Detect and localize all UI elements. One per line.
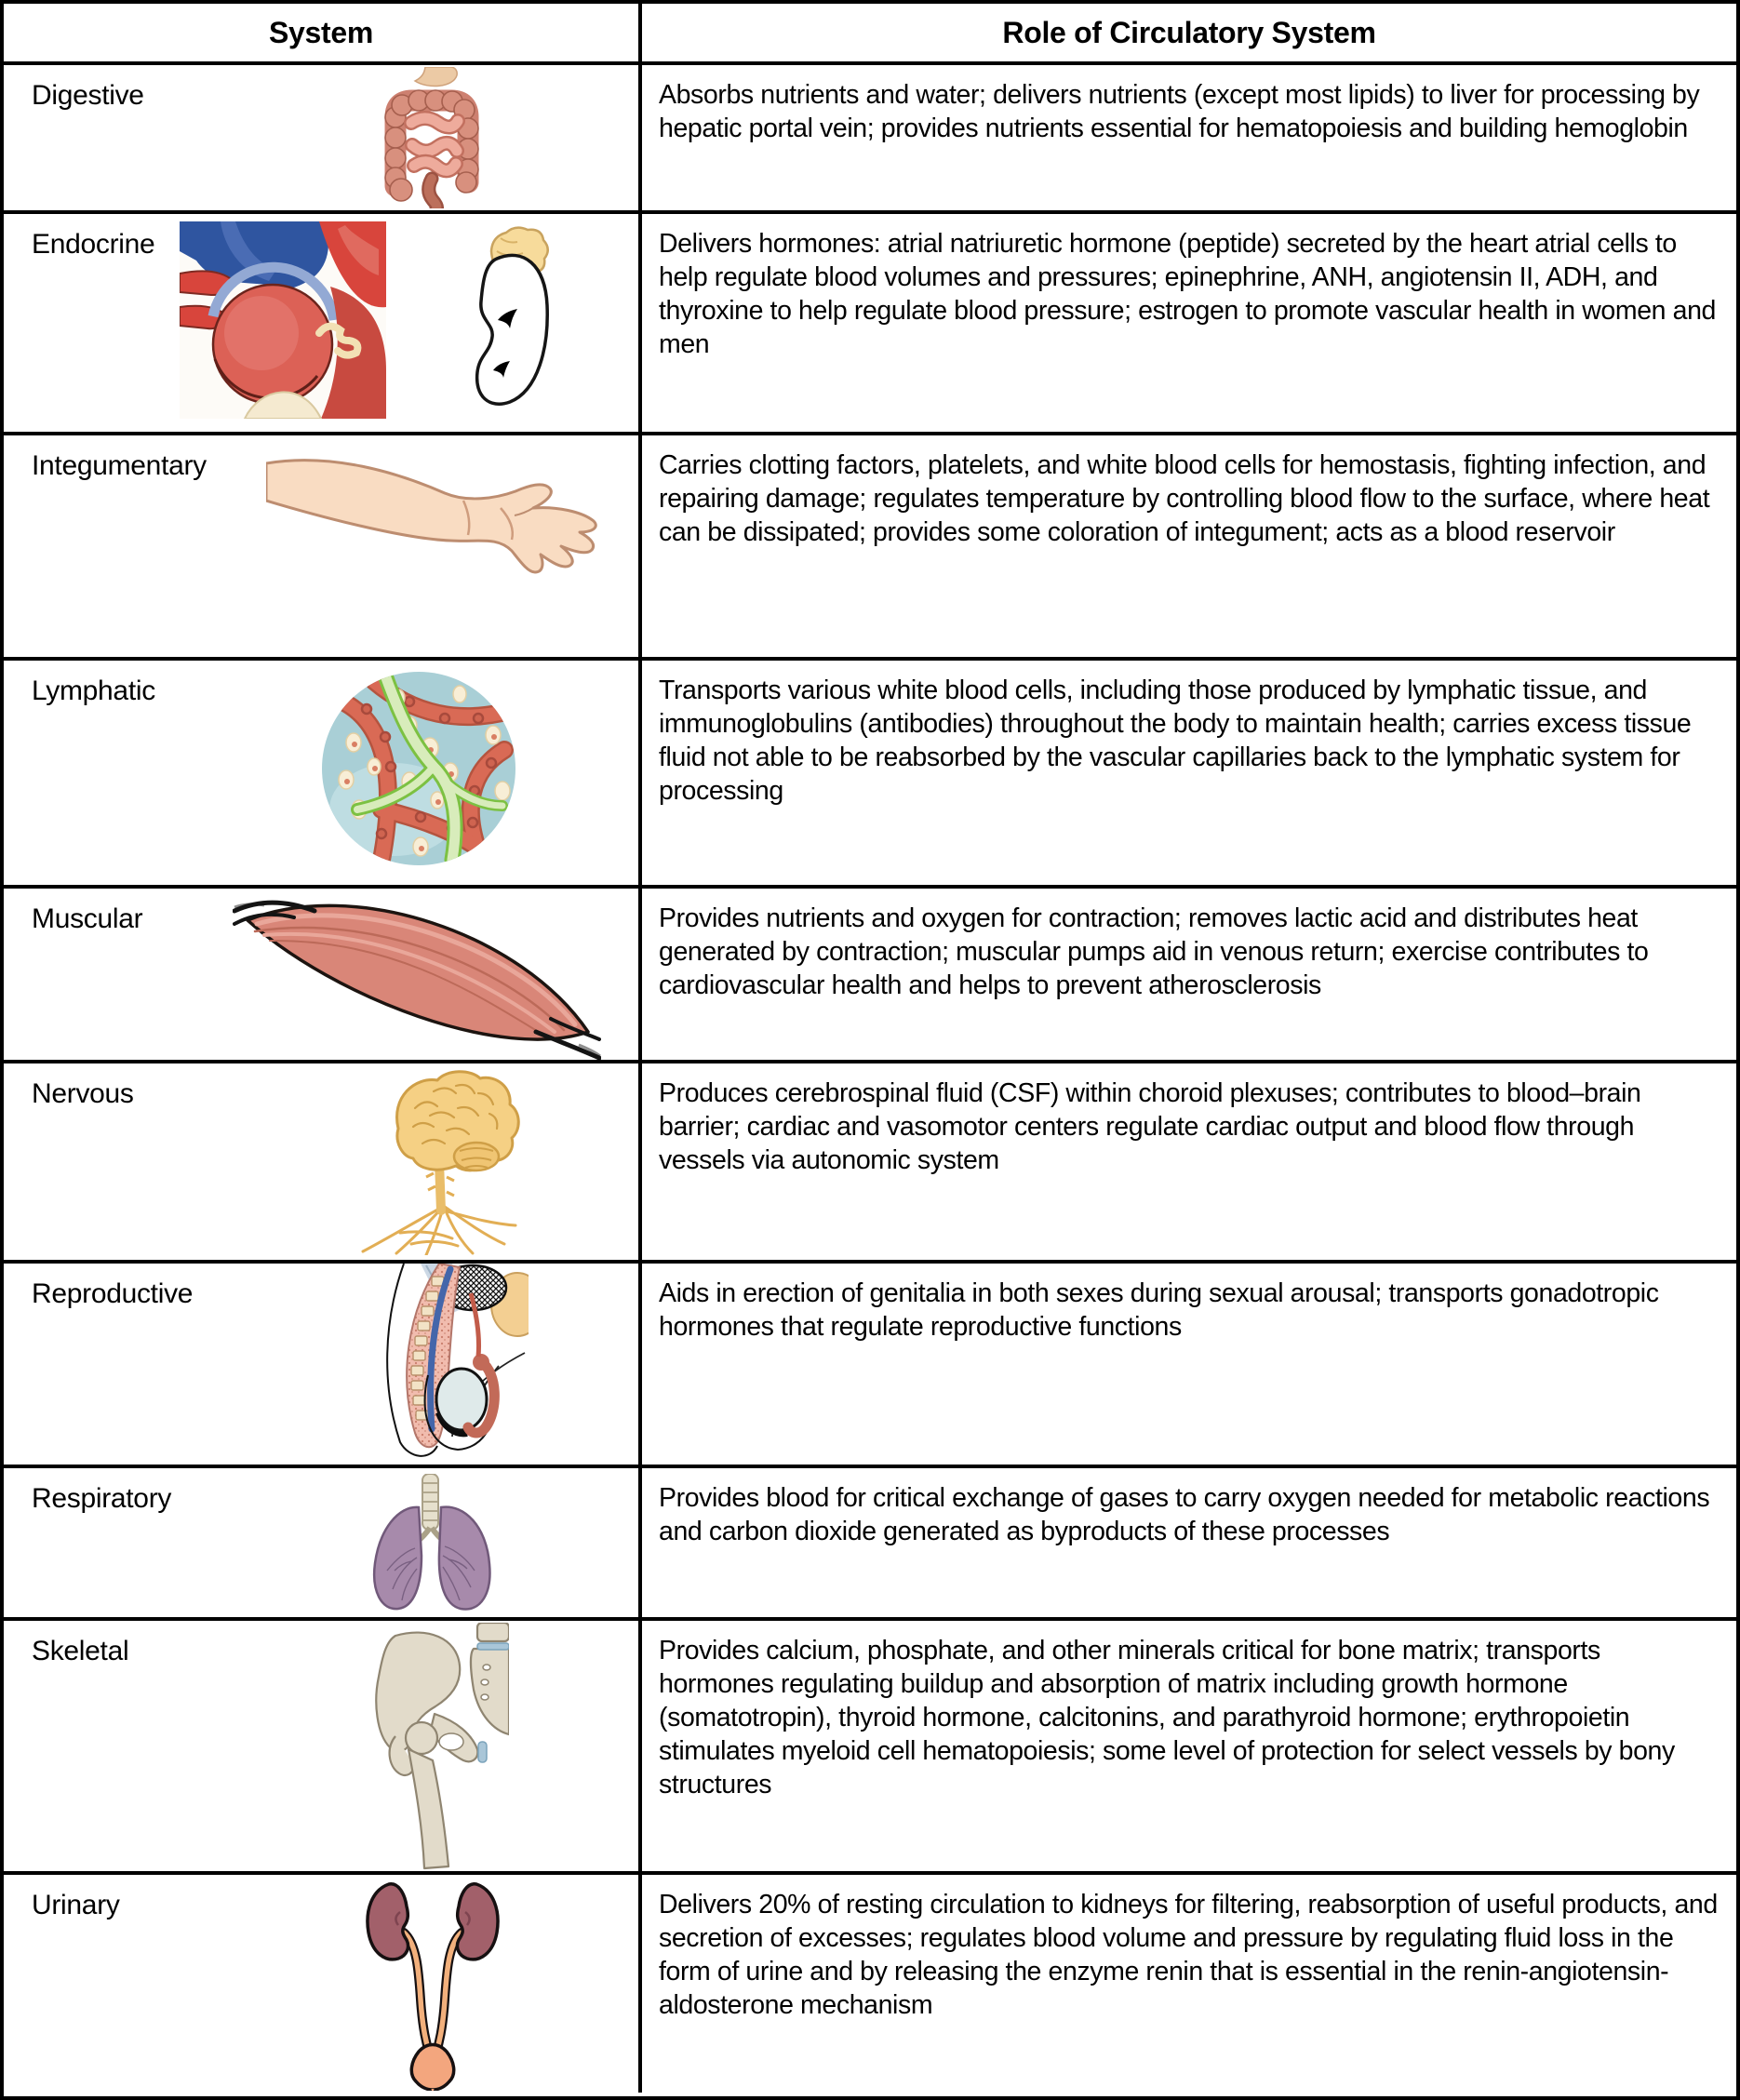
role-cell <box>642 1875 1736 2093</box>
male-reproductive-icon <box>342 1264 529 1465</box>
role-cell <box>642 214 1736 432</box>
role-text: Produces cerebrospinal fluid (CSF) within choroid plexuses; contributes to blood–brain barrier; cardiac and vasomotor centers regulate cardiac output and blood flow through vessels via autonomic system <box>659 1078 1641 1175</box>
role-cell <box>642 65 1736 210</box>
system-cell <box>4 889 642 1060</box>
brain-nerves-icon <box>326 1069 525 1255</box>
table-row-lymphatic <box>4 661 1736 889</box>
role-header: Role of Circulatory System <box>1002 15 1376 49</box>
system-header: System <box>268 15 374 49</box>
system-cell <box>4 435 642 657</box>
system-cell <box>4 214 642 432</box>
system-label: Endocrine <box>32 229 155 260</box>
system-cell <box>4 661 642 885</box>
role-cell <box>642 661 1736 885</box>
system-cell <box>4 1875 642 2093</box>
role-text: Delivers 20% of resting circulation to kidneys for filtering, reabsorption of useful products, and secretion of excesses; regulates blood volume and pressure by regulating fluid loss in the form of urine and by releasing the enzyme renin that is essential in the renin-angiotensin-aldosterone mechanism <box>659 1890 1718 2020</box>
system-label: Urinary <box>32 1890 120 1920</box>
lungs-icon <box>361 1474 499 1613</box>
pelvis-femur-icon <box>369 1623 509 1870</box>
system-cell <box>4 1264 642 1465</box>
system-label: Digestive <box>32 80 144 111</box>
table-row-urinary <box>4 1875 1736 2093</box>
role-cell <box>642 1264 1736 1465</box>
header-cell-system <box>4 4 642 61</box>
table-row-reproductive <box>4 1264 1736 1468</box>
role-text: Provides nutrients and oxygen for contraction; removes lactic acid and distributes heat generated by contraction; muscular pumps aid in venous return; exercise contributes to cardiovascular health and helps to prevent atherosclerosis <box>659 903 1649 1000</box>
system-label: Respiratory <box>32 1483 172 1514</box>
role-text: Delivers hormones: atrial natriuretic hormone (peptide) secreted by the heart atrial cells to help regulate blood volumes and pressures; epinephrine, ANH, angiotensin II, ADH, and thyroxine to help regulate blood pressure; estrogen to promote vascular health in women and men <box>659 229 1716 359</box>
role-text: Provides blood for critical exchange of gases to carry oxygen needed for metabolic reactions and carbon dioxide generated as byproducts of these processes <box>659 1483 1710 1546</box>
system-label: Reproductive <box>32 1278 194 1309</box>
kidneys-bladder-icon <box>363 1879 502 2091</box>
system-cell <box>4 1468 642 1617</box>
table-row-skeletal <box>4 1621 1736 1875</box>
table-row-respiratory <box>4 1468 1736 1621</box>
table-row-integumentary <box>4 435 1736 661</box>
role-text: Provides calcium, phosphate, and other minerals critical for bone matrix; transports hormones regulating buildup and absorption of matrix including growth hormone (somatotropin), thyroid hormone, calcitonins, and parathyroid hormone; erythropoietin stimulates myeloid cell hematopoiesis; some level of protection for select vessels by bony structures <box>659 1636 1675 1799</box>
role-text: Aids in erection of genitalia in both sexes during sexual arousal; transports gonadotropic hormones that regulate reproductive functions <box>659 1278 1659 1342</box>
table-row-digestive <box>4 65 1736 214</box>
table-row-nervous <box>4 1063 1736 1264</box>
table-row-muscular <box>4 889 1736 1063</box>
system-cell <box>4 65 642 210</box>
kidney-adrenal-gland-icon <box>456 223 555 415</box>
system-label: Skeletal <box>32 1636 129 1666</box>
system-label: Nervous <box>32 1078 134 1109</box>
intestines-icon <box>374 67 489 208</box>
lymphatic-capillaries-icon <box>320 670 517 867</box>
role-cell <box>642 435 1736 657</box>
system-label: Muscular <box>32 903 143 934</box>
system-cell <box>4 1621 642 1871</box>
system-label: Integumentary <box>32 450 207 481</box>
role-text: Carries clotting factors, platelets, and white blood cells for hemostasis, fighting infection, and repairing damage; regulates temperature by controlling blood flow to the surface, where heat can be dissipated; provides some coloration of integument; acts as a blood reservoir <box>659 450 1710 547</box>
role-text: Transports various white blood cells, including those produced by lymphatic tissue, and immunoglobulins (antibodies) throughout the body to maintain health; carries excess tissue fluid not able to be reabsorbed by the vascular capillaries back to the lymphatic system for processing <box>659 675 1692 806</box>
system-label: Lymphatic <box>32 675 155 706</box>
table-header-row <box>4 4 1736 65</box>
system-cell <box>4 1063 642 1260</box>
heart-icon <box>180 221 386 419</box>
arm-hand-icon <box>266 450 599 601</box>
role-cell <box>642 1621 1736 1871</box>
role-cell <box>642 1063 1736 1260</box>
skeletal-muscle-icon <box>233 892 601 1060</box>
role-cell <box>642 889 1736 1060</box>
role-cell <box>642 1468 1736 1617</box>
header-cell-role <box>642 4 1736 61</box>
role-text: Absorbs nutrients and water; delivers nutrients (except most lipids) to liver for processing by hepatic portal vein; provides nutrients essential for hematopoiesis and building hemoglobin <box>659 80 1700 143</box>
table-row-endocrine <box>4 214 1736 435</box>
